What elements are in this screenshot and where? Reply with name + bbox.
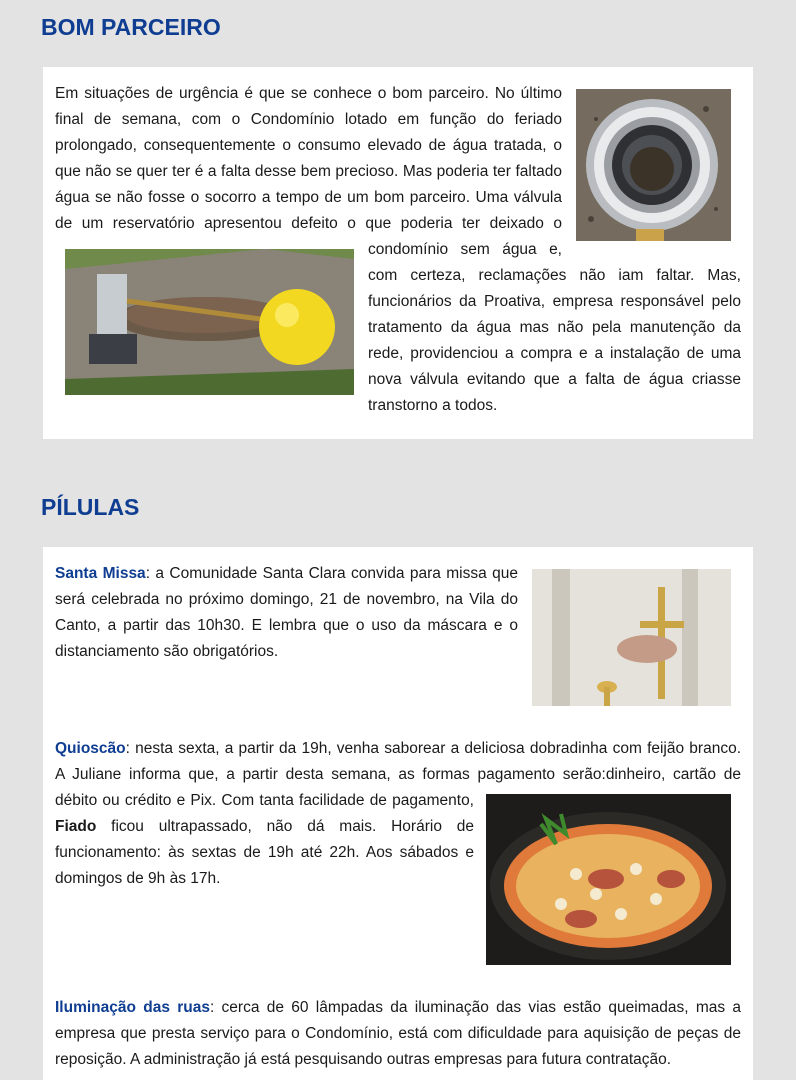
float-valve-photo — [65, 249, 354, 395]
quioscao-item — [43, 710, 753, 892]
priest-crucifix-photo — [532, 569, 731, 706]
fiado-bold: Fiado — [55, 818, 97, 835]
section-title-bom-parceiro: BOM PARCEIRO — [41, 14, 221, 40]
valve-pipe-photo — [576, 89, 731, 241]
dobradinha-photo — [486, 794, 731, 965]
quioscao-text: : nesta sexta, a partir da 19h, venha saborear a deliciosa dobradinha com feijão branco. A Juliane informa que, a partir desta semana, as formas pagamento serão:dinheiro, cartão de débito ou crédito e Pix. Com tanta facilidade de pagamento, — [55, 740, 741, 809]
iluminacao-item — [43, 969, 753, 1073]
pilulas-card — [43, 547, 753, 1080]
quioscao-label: Quioscão — [55, 740, 126, 757]
santa-missa-label: Santa Missa — [55, 565, 146, 582]
quioscao-text-cont: ficou ultrapassado, não dá mais. Horário de funcionamento: às sextas de 19h até 22h. Aos sábados e domingos de 9h às 17h. — [55, 818, 474, 887]
santa-missa-text: : a Comunidade Santa Clara convida para missa que será celebrada no próximo domingo, 21 de novembro, na Vila do Canto, a partir das 10h30. E lembra que o uso da máscara e o distanciamento são obrigatórios. — [55, 565, 518, 660]
section-title-pilulas: PÍLULAS — [41, 494, 140, 520]
iluminacao-text: : cerca de 60 lâmpadas da iluminação das vias estão queimadas, mas a empresa que presta serviço para o Condomínio, está com dificuldade para aquisição de peças de reposição. A administração já está pesquisando outras empresas para futura contratação. — [55, 999, 741, 1068]
iluminacao-label: Iluminação das ruas — [55, 999, 210, 1016]
bom-parceiro-text: Em situações de urgência é que se conhece o bom parceiro. No último final de semana, com o Condomínio lotado em função do feriado prolongado, consequentemente o consumo elevado de água tratada, o que não se quer ter é a falta desse bem precioso. Mas poderia ter faltado água se não fosse o socorro a tempo de um bom parceiro. Uma válvula de um reservatório apresentou defeito o que poderia ter deixado o condomínio sem água e, com certeza, reclamações não iam faltar. Mas, funcionários da Proativa, empresa responsável pelo tratamento da água mas não pela manutenção da rede, providenciou a compra e a instalação de uma nova válvula evitando que a falta de água criasse transtorno a todos. — [55, 85, 741, 414]
bom-parceiro-card — [43, 67, 753, 439]
santa-missa-item — [43, 547, 753, 665]
